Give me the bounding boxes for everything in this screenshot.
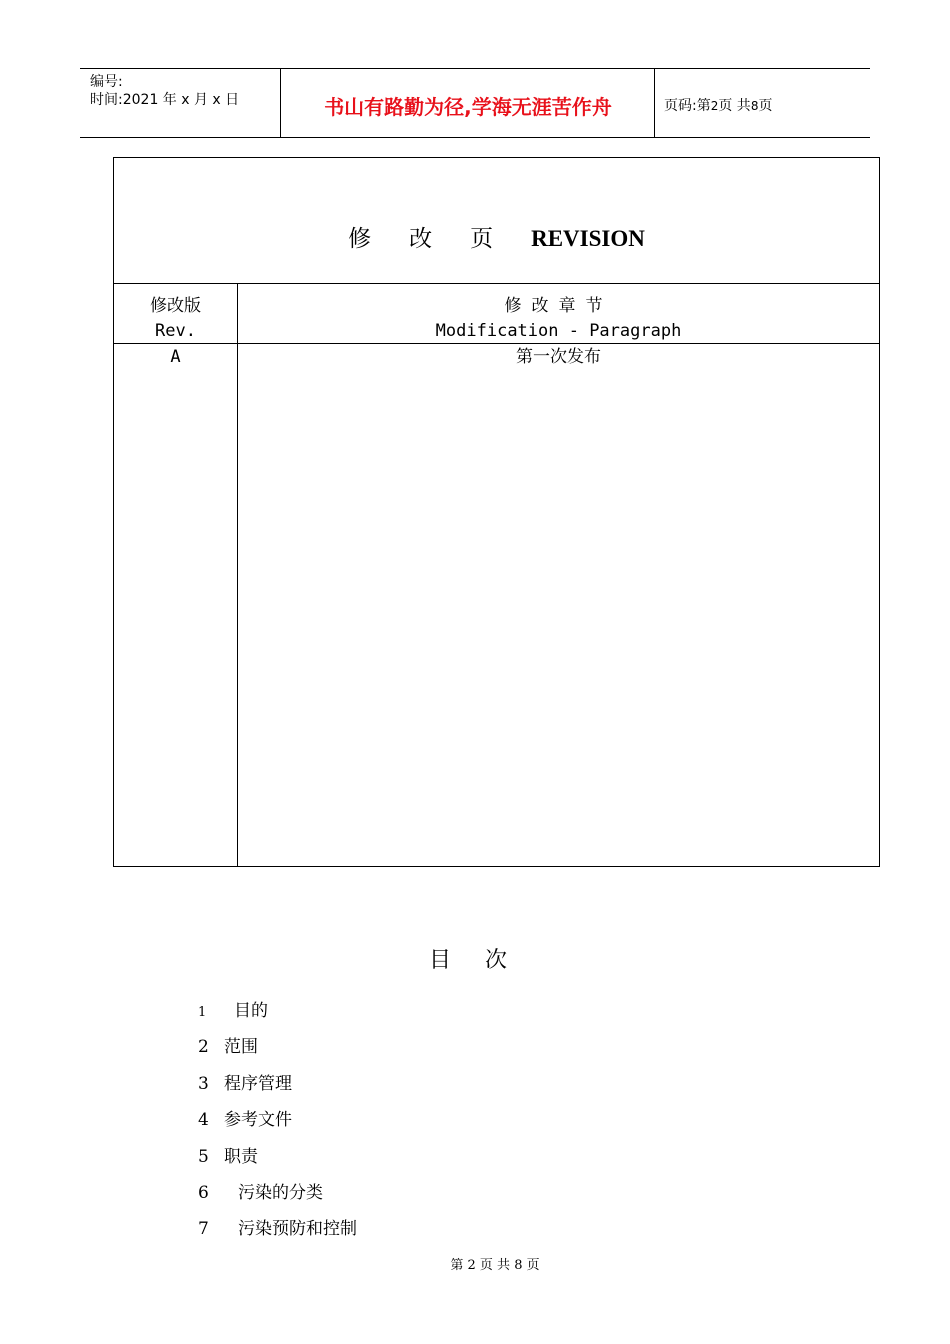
contents-item — [198, 1214, 357, 1239]
page-header — [80, 68, 870, 138]
contents-item-number: 3 — [198, 1074, 209, 1094]
column-divider — [237, 283, 238, 866]
contents-item-number: 2 — [198, 1037, 209, 1057]
header-meta — [90, 73, 239, 109]
contents-item — [198, 1032, 258, 1057]
header-divider — [280, 69, 281, 137]
contents-item — [198, 1142, 258, 1167]
contents-item-label: 参考文件 — [224, 1110, 292, 1130]
paragraph-cell: 第一次发布 — [516, 347, 601, 367]
document-code-label: 编号: — [90, 74, 123, 90]
contents-item-number: 1 — [198, 1005, 207, 1020]
contents-item-label: 职责 — [224, 1147, 258, 1167]
revision-title-cn: 修改页 — [348, 226, 532, 252]
header-motto: 书山有路勤为径,学海无涯苦作舟 — [324, 95, 612, 119]
rev-header-en: Rev. — [155, 321, 196, 341]
page-label: 页码:第 — [664, 98, 711, 114]
rev-cell: A — [170, 347, 181, 367]
revision-title-en: REVISION — [531, 226, 645, 251]
contents-title: 目次 — [428, 948, 541, 973]
revision-table — [113, 157, 880, 867]
revision-title — [114, 220, 879, 253]
rev-header-cn: 修改版 — [150, 296, 201, 316]
contents-item — [198, 1178, 323, 1203]
contents-item-number: 7 — [198, 1219, 209, 1239]
contents-item-label: 目的 — [234, 1001, 268, 1021]
page-mid: 页 共 — [718, 98, 751, 114]
contents-item-number: 6 — [198, 1183, 209, 1203]
document-date: 时间:2021 年 x 月 x 日 — [90, 92, 240, 108]
contents-item-label: 程序管理 — [224, 1074, 292, 1094]
paragraph-header-cn: 修改章节 — [504, 296, 613, 316]
page-current: 2 — [710, 99, 719, 113]
page-footer: 第 2 页 共 8 页 — [450, 1258, 540, 1273]
contents-item-label: 污染预防和控制 — [238, 1219, 357, 1239]
header-divider — [654, 69, 655, 137]
contents-item — [198, 1069, 292, 1094]
contents-item-label: 污染的分类 — [238, 1183, 323, 1203]
paragraph-header-en: Modification - Paragraph — [435, 321, 682, 341]
contents-item-number: 4 — [198, 1110, 209, 1130]
contents-item — [198, 996, 268, 1021]
table-rule — [114, 283, 879, 284]
rev-column-header — [114, 294, 237, 344]
page-total: 8 — [750, 99, 759, 113]
contents-item — [198, 1105, 292, 1130]
page-end: 页 — [758, 98, 773, 114]
header-page-number — [664, 95, 772, 115]
contents-item-label: 范围 — [224, 1037, 258, 1057]
paragraph-column-header — [238, 294, 879, 344]
contents-item-number: 5 — [198, 1147, 209, 1167]
